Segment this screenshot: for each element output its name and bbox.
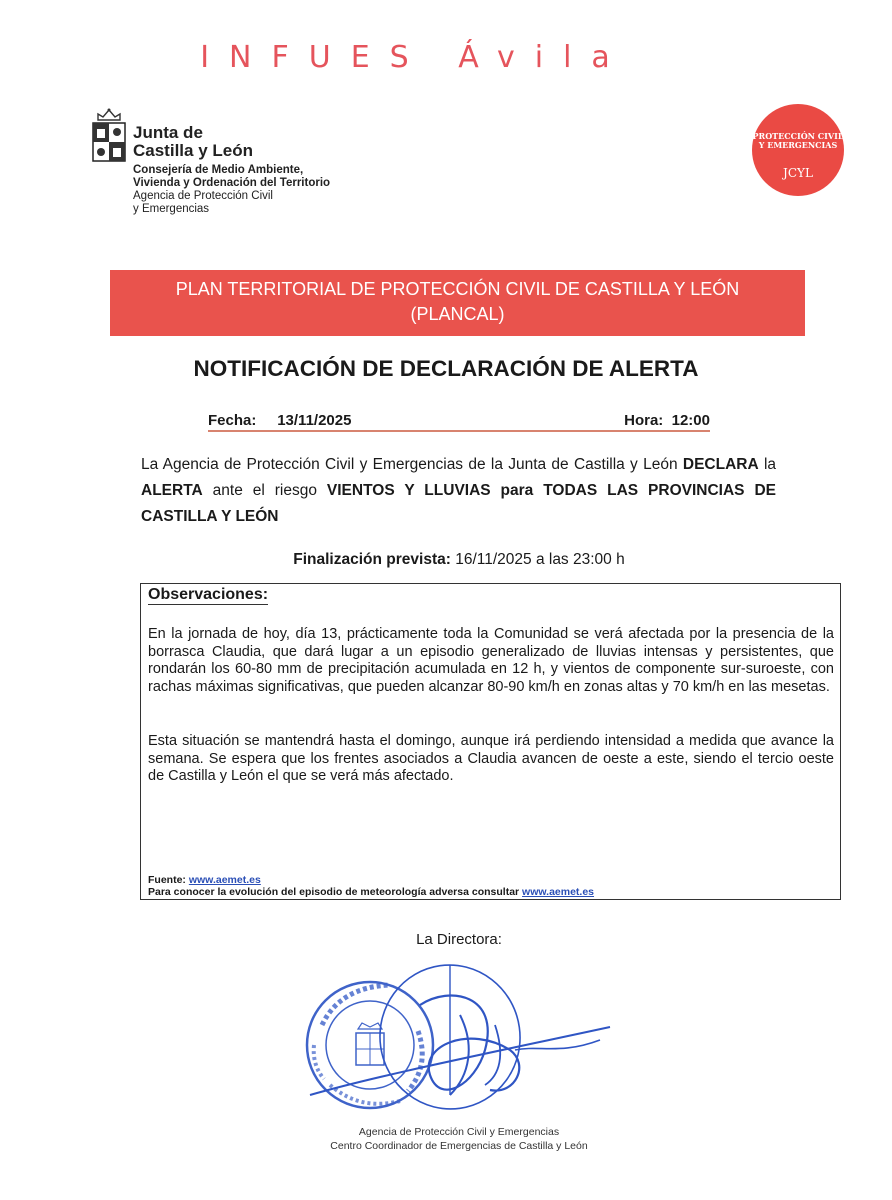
observaciones-paragraph-1: En la jornada de hoy, día 13, prácticamente toda la Comunidad se verá afectada por la presencia de la borrasca Claudia, que dará lugar a un episodio generalizado de lluvias intensas y persistentes, que rondarán los 60-80 mm de precipitación acumulada en 12 h, y vientos de componente sur-suroeste, con rachas máximas significativas, que pueden alcanzar 80-90 km/h en zonas altas y 70 km/h en las mesetas. — [148, 626, 834, 695]
infues-header: INFUES Ávila — [200, 40, 630, 75]
consejeria-text: Consejería de Medio Ambiente, Vivienda y Ordenación del Territorio — [133, 164, 331, 189]
hora-field: Hora: 12:00 — [624, 412, 710, 429]
fecha-hora-line — [208, 412, 710, 432]
observaciones-heading: Observaciones: — [148, 586, 269, 603]
aemet-link[interactable]: www.aemet.es — [188, 874, 261, 886]
agencia-text: Agencia de Protección Civil y Emergencias — [133, 190, 273, 215]
crown-icon — [95, 108, 123, 122]
observaciones-paragraph-2: Esta situación se mantendrá hasta el domingo, aunque irá perdiendo intensidad a medida que avance la semana. Se espera que los frentes asociados a Claudia avancen de oeste a este, siendo el tercio oeste de Castilla y León el que se verá más afectado. — [148, 733, 834, 784]
junta-name: Junta de Castilla y León — [133, 123, 253, 160]
fuente-line: Fuente: www.aemet.es — [148, 874, 261, 886]
proteccion-civil-badge: PROTECCIÓN CIVIL Y EMERGENCIAS JCYL — [752, 104, 844, 196]
consulta-line: Para conocer la evolución del episodio de meteorología adversa consultar www.aemet.es — [148, 886, 595, 898]
plancal-banner: PLAN TERRITORIAL DE PROTECCIÓN CIVIL DE CASTILLA Y LEÓN (PLANCAL) — [110, 270, 805, 336]
declaration-text: La Agencia de Protección Civil y Emergencias de la Junta de Castilla y León DECLARA la ALERTA ante el riesgo VIENTOS Y LLUVIAS para TODAS LAS PROVINCIAS DE CASTILLA Y LEÓN — [141, 456, 777, 525]
footer: Agencia de Protección Civil y Emergencias Centro Coordinador de Emergencias de Castilla y León — [330, 1126, 588, 1152]
finalizacion-prevista: Finalización prevista: 16/11/2025 a las 23:00 h — [293, 551, 625, 568]
aemet-consulta-link[interactable]: www.aemet.es — [522, 886, 595, 898]
castilla-leon-shield-icon — [92, 122, 126, 162]
official-stamp-and-signature — [300, 955, 630, 1125]
fecha-field: Fecha: 13/11/2025 — [208, 412, 352, 429]
directora-label: La Directora: — [416, 931, 502, 948]
page-title: NOTIFICACIÓN DE DECLARACIÓN DE ALERTA — [193, 356, 699, 381]
